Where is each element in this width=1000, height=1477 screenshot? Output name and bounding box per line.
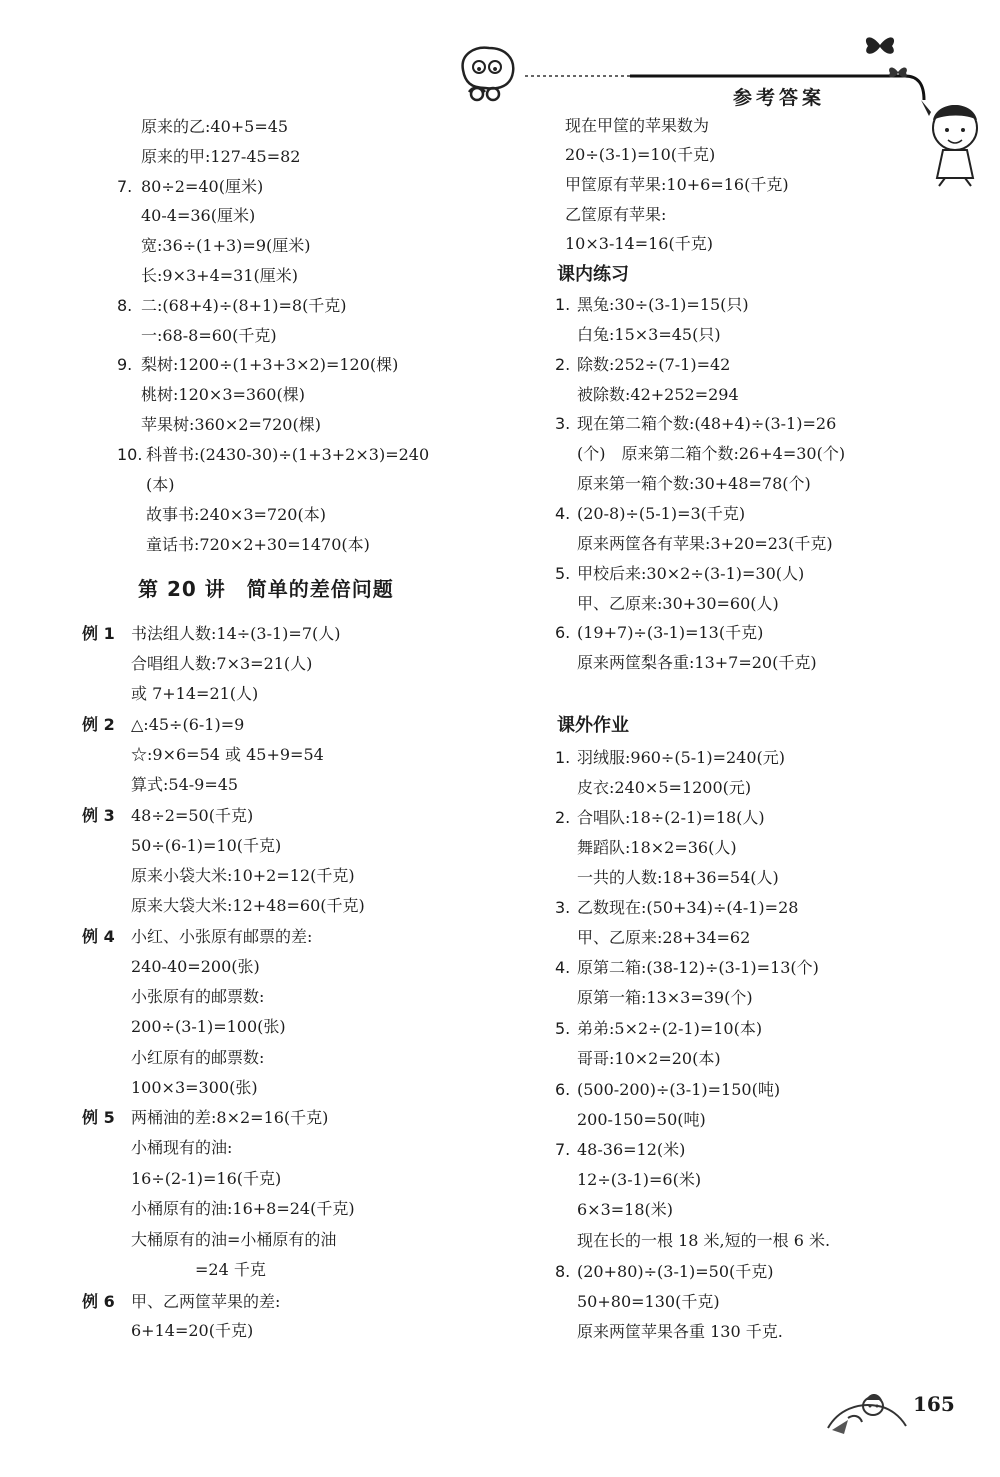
list-item: 除数:252÷(7-1)=42 [577,355,731,374]
item-number: 8. [117,296,133,315]
list-item: 现在第二箱个数:(48+4)÷(3-1)=26 [577,414,837,433]
example-line: 6+14=20(千克) [131,1321,254,1340]
list-item: 弟弟:5×2÷(2-1)=10(本) [577,1019,763,1038]
list-item: 一共的人数:18+36=54(人) [577,868,779,887]
example-line: △:45÷(6-1)=9 [131,715,245,734]
item-number: 6. [555,1080,571,1099]
item-number: 1. [555,295,571,314]
item-number: 1. [555,748,571,767]
list-item: 舞蹈队:18×2=36(人) [577,838,737,857]
item-number: 4. [555,958,571,977]
example-line: 算式:54-9=45 [131,775,239,794]
example-line: 小桶现有的油: [131,1138,233,1157]
list-item: 科普书:(2430-30)÷(1+3+2×3)=240 [146,445,430,464]
list-item: 童话书:720×2+30=1470(本) [146,535,370,554]
list-item: 48-36=12(米) [577,1140,686,1159]
item-number: 3. [555,414,571,433]
list-item: 长:9×3+4=31(厘米) [141,266,298,285]
list-item: 80÷2=40(厘米) [141,177,264,196]
list-item: 甲校后来:30×2÷(3-1)=30(人) [577,564,805,583]
list-item: 20÷(3-1)=10(千克) [565,145,716,164]
list-item: 原来的乙:40+5=45 [141,117,289,136]
list-item: (个) 原来第二箱个数:26+4=30(个) [577,444,846,463]
list-item: 原来两筐梨各重:13+7=20(千克) [577,653,817,672]
example-line: 50÷(6-1)=10(千克) [131,836,282,855]
list-item: 苹果树:360×2=720(棵) [141,415,321,434]
example-line: =24 千克 [131,1260,266,1279]
header-rule [520,60,940,105]
item-number: 5. [555,1019,571,1038]
list-item: 原第一箱:13×3=39(个) [577,988,753,1007]
list-item: 现在长的一根 18 米,短的一根 6 米. [577,1231,831,1250]
item-number: 8. [555,1262,571,1281]
example-line: 小张原有的邮票数: [131,987,265,1006]
list-item: 甲、乙原来:28+34=62 [577,928,751,947]
list-item: (20-8)÷(5-1)=3(千克) [577,504,746,523]
example-label: 例 6 [82,1292,115,1311]
item-number: 3. [555,898,571,917]
example-line: 或 7+14=21(人) [131,684,259,703]
list-item: 10×3-14=16(千克) [565,234,713,253]
list-item: 现在甲筐的苹果数为 [565,116,710,135]
item-number: 4. [555,504,571,523]
list-item: 故事书:240×3=720(本) [146,505,326,524]
list-item: 甲、乙原来:30+30=60(人) [577,594,779,613]
example-line: 小红、小张原有邮票的差: [131,927,313,946]
item-number: 5. [555,564,571,583]
example-line: 小桶原有的油:16+8=24(千克) [131,1199,355,1218]
item-number: 9. [117,355,133,374]
page-number: 165 [913,1392,955,1416]
example-label: 例 4 [82,927,115,946]
list-item: 桃树:120×3=360(棵) [141,385,305,404]
item-number: 2. [555,355,571,374]
example-line: ☆:9×6=54 或 45+9=54 [131,745,324,764]
list-item: 原来的甲:127-45=82 [141,147,301,166]
list-item: 原来两筐各有苹果:3+20=23(千克) [577,534,833,553]
footer-cartoon-icon [818,1380,913,1440]
list-item: (500-200)÷(3-1)=150(吨) [577,1080,781,1099]
list-item: 40-4=36(厘米) [141,206,256,225]
list-item: (19+7)÷(3-1)=13(千克) [577,623,764,642]
example-line: 两桶油的差:8×2=16(千克) [131,1108,329,1127]
list-item: 梨树:1200÷(1+3+3×2)=120(棵) [141,355,399,374]
list-item: (本) [146,475,175,494]
example-line: 100×3=300(张) [131,1078,258,1097]
list-item: 合唱队:18÷(2-1)=18(人) [577,808,765,827]
example-line: 200÷(3-1)=100(张) [131,1017,286,1036]
example-line: 合唱组人数:7×3=21(人) [131,654,313,673]
list-item: 皮衣:240×5=1200(元) [577,778,752,797]
item-number: 7. [555,1140,571,1159]
example-label: 例 5 [82,1108,115,1127]
list-item: 哥哥:10×2=20(本) [577,1049,721,1068]
list-item: 6×3=18(米) [577,1200,674,1219]
example-label: 例 1 [82,624,115,643]
example-line: 48÷2=50(千克) [131,806,254,825]
list-item: 被除数:42+252=294 [577,385,739,404]
list-item: 白兔:15×3=45(只) [577,325,721,344]
list-item: 原来两筐苹果各重 130 千克. [577,1322,783,1341]
list-item: 乙筐原有苹果: [565,205,667,224]
example-line: 原来小袋大米:10+2=12(千克) [131,866,355,885]
example-line: 240-40=200(张) [131,957,260,976]
example-line: 大桶原有的油=小桶原有的油 [131,1230,337,1249]
list-item: 乙数现在:(50+34)÷(4-1)=28 [577,898,799,917]
butterfly-icon [860,30,900,60]
lecture-title: 第 20 讲 简单的差倍问题 [138,577,394,601]
list-item: 原来第一箱个数:30+48=78(个) [577,474,811,493]
list-item: 12÷(3-1)=6(米) [577,1170,702,1189]
butterfly-small-icon [885,62,911,82]
example-line: 16÷(2-1)=16(千克) [131,1169,282,1188]
example-line: 原来大袋大米:12+48=60(千克) [131,896,365,915]
item-number: 6. [555,623,571,642]
list-item: 一:68-8=60(千克) [141,326,277,345]
example-label: 例 3 [82,806,115,825]
list-item: (20+80)÷(3-1)=50(千克) [577,1262,774,1281]
section-title-homework: 课外作业 [557,715,629,736]
header-doodle-icon [455,40,525,102]
list-item: 黑兔:30÷(3-1)=15(只) [577,295,749,314]
example-line: 甲、乙两筐苹果的差: [131,1292,281,1311]
girl-cartoon-icon [915,90,995,190]
list-item: 50+80=130(千克) [577,1292,720,1311]
list-item: 甲筐原有苹果:10+6=16(千克) [565,175,789,194]
example-label: 例 2 [82,715,115,734]
list-item: 羽绒服:960÷(5-1)=240(元) [577,748,786,767]
item-number: 7. [117,177,133,196]
section-title-class-practice: 课内练习 [557,264,629,285]
list-item: 200-150=50(吨) [577,1110,706,1129]
header-title: 参考答案 [733,87,826,109]
item-number: 2. [555,808,571,827]
list-item: 二:(68+4)÷(8+1)=8(千克) [141,296,347,315]
example-line: 书法组人数:14÷(3-1)=7(人) [131,624,341,643]
item-number: 10. [117,445,143,464]
list-item: 原第二箱:(38-12)÷(3-1)=13(个) [577,958,819,977]
list-item: 宽:36÷(1+3)=9(厘米) [141,236,311,255]
example-line: 小红原有的邮票数: [131,1048,265,1067]
